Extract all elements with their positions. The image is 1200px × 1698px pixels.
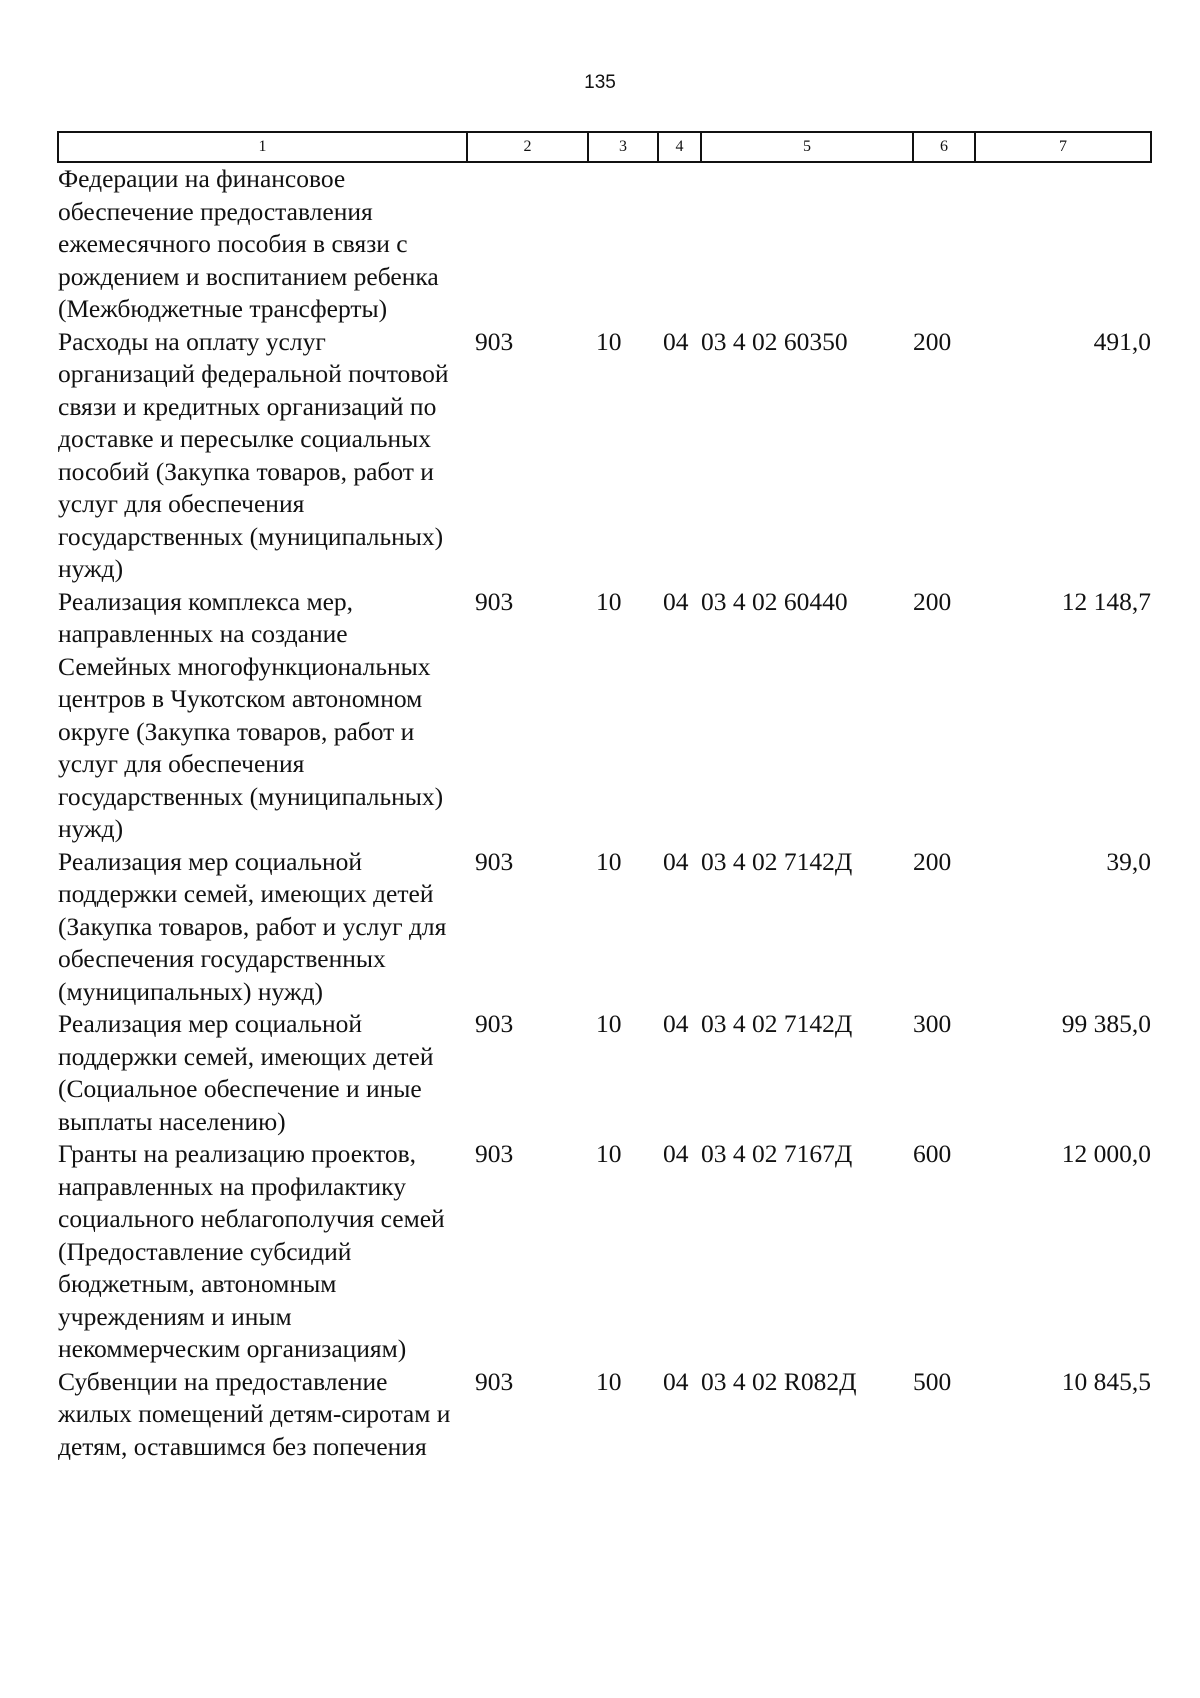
row-code-6: 200 [913,846,952,876]
row-amount: 10 845,5 [1061,1366,1151,1396]
row-name: Реализация мер социальной поддержки семей, имеющих детей (Закупка товаров, работ и услуг для обеспечения государственных (муниципальных) нужд) [58,846,447,1006]
row-code-5: 03 4 02 60440 [701,586,848,616]
table-row [58,326,1151,586]
column-header: 2 [467,132,588,162]
row-amount: 39,0 [1106,846,1151,876]
row-code-3: 10 [596,586,622,616]
row-code-3: 10 [596,1139,622,1168]
row-amount: 12 000,0 [1061,1139,1151,1168]
table-row [58,846,1151,1009]
row-code-4: 04 [663,846,689,876]
column-header: 4 [658,132,701,162]
table-header [58,132,1151,162]
row-code-4 [658,162,701,326]
table-row [58,586,1151,846]
row-code-6: 500 [913,1366,952,1396]
row-code-4: 04 [663,1139,689,1168]
column-header: 7 [975,132,1151,162]
row-code-2: 903 [475,1139,514,1168]
row-name: Расходы на оплату услуг организаций федеральной почтовой связи и кредитных организаций по доставке и пересылке социальных пособий (Закупка товаров, работ и услуг для обеспечения государственных (муниципальных) нужд) [58,326,449,583]
row-code-4: 04 [663,1009,689,1038]
column-header: 6 [913,132,975,162]
row-code-5: 03 4 02 7167Д [701,1139,853,1168]
header-row [58,132,1151,162]
row-code-2: 903 [475,586,514,616]
row-code-6: 200 [913,326,952,356]
row-code-5: 03 4 02 7142Д [701,1009,853,1038]
table-row [58,1008,1151,1138]
table-body [58,162,1151,1463]
row-name: Реализация мер социальной поддержки семей, имеющих детей (Социальное обеспечение и иные выплаты населению) [58,1009,434,1136]
row-code-2: 903 [475,1366,514,1396]
table-row [58,162,1151,326]
row-code-4: 04 [663,1366,689,1396]
budget-table [57,131,1152,1463]
row-code-6: 600 [913,1139,952,1168]
row-amount: 12 148,7 [1061,586,1151,616]
row-name: Реализация комплекса мер, направленных на создание Семейных многофункциональных центров в Чукотском автономном округе (Закупка товаров, работ и услуг для обеспечения государственных (муниципальных) нужд) [58,586,444,843]
row-code-3: 10 [596,1366,622,1396]
row-amount [975,162,1151,326]
row-code-6: 200 [913,586,952,616]
row-name: Гранты на реализацию проектов, направленных на профилактику социального неблагополучия семей (Предоставление субсидий бюджетным, автономным учреждениям и иным некоммерческим организациям) [58,1139,445,1363]
row-code-2 [467,162,588,326]
row-code-4: 04 [663,586,689,616]
column-header: 5 [701,132,913,162]
table-row [58,1366,1151,1464]
row-code-2: 903 [475,846,514,876]
page-number: 135 [584,72,616,93]
row-code-5: 03 4 02 R082Д [701,1366,857,1396]
row-code-6: 300 [913,1009,952,1038]
column-header: 1 [58,132,467,162]
row-code-3: 10 [596,326,622,356]
row-name: Федерации на финансовое обеспечение предоставления ежемесячного пособия в связи с рождением и воспитанием ребенка (Межбюджетные трансферты) [58,164,439,323]
row-code-5 [701,162,913,326]
row-name: Субвенции на предоставление жилых помещений детям-сиротам и детям, оставшимся без попечения [58,1366,451,1461]
row-amount: 99 385,0 [1061,1009,1151,1038]
row-code-3: 10 [596,846,622,876]
row-code-6 [913,162,975,326]
row-code-5: 03 4 02 60350 [701,326,848,356]
row-code-3 [588,162,658,326]
row-code-5: 03 4 02 7142Д [701,846,853,876]
row-code-3: 10 [596,1009,622,1038]
row-code-2: 903 [475,326,514,356]
row-code-2: 903 [475,1009,514,1038]
column-header: 3 [588,132,658,162]
row-amount: 491,0 [1093,326,1151,356]
row-code-4: 04 [663,326,689,356]
table-row [58,1138,1151,1366]
